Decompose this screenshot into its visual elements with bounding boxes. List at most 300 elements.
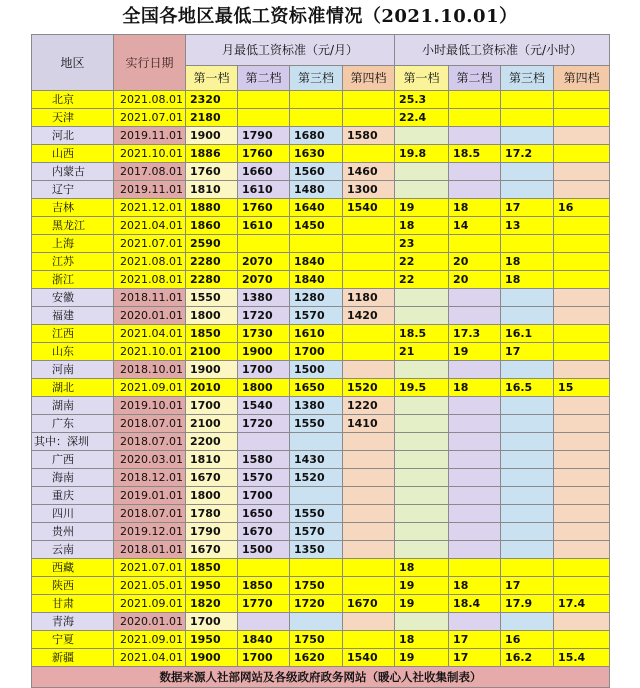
hourly-tier-3-cell: 17: [501, 199, 554, 217]
monthly-tier-3-cell: 1840: [290, 253, 343, 271]
hourly-tier-4-cell: [554, 127, 610, 145]
hourly-tier-4-cell: [554, 289, 610, 307]
hourly-tier-2-cell: 18.5: [449, 145, 501, 163]
region-cell: 广东: [32, 415, 114, 433]
region-cell: 吉林: [32, 199, 114, 217]
hourly-tier-2-cell: [449, 451, 501, 469]
hourly-tier-3-cell: 17.9: [501, 595, 554, 613]
table-row: [32, 145, 610, 163]
hourly-tier-1-cell: [395, 127, 449, 145]
table-row: [32, 469, 610, 487]
monthly-tier-3-cell: [290, 91, 343, 109]
date-cell: 2021.09.01: [114, 595, 186, 613]
hourly-header: 小时最低工资标准（元/小时）: [395, 35, 610, 66]
hourly-tier-3-cell: [501, 451, 554, 469]
monthly-tier-1-cell: 1900: [186, 361, 238, 379]
monthly-tier-3-cell: 1550: [290, 505, 343, 523]
monthly-tier-4-cell: [343, 541, 395, 559]
hourly-tier-2-cell: 18: [449, 577, 501, 595]
hourly-tier-3-cell: 16.2: [501, 649, 554, 667]
table-row: [32, 415, 610, 433]
hourly-tier-2-cell: [449, 523, 501, 541]
monthly-tier-2-cell: 1770: [238, 595, 290, 613]
hourly-tier-4-cell: [554, 181, 610, 199]
hourly-tier-2-cell: 17.3: [449, 325, 501, 343]
table-row: [32, 613, 610, 631]
hourly-tier-1-cell: 19: [395, 199, 449, 217]
hourly-tier-4-cell: [554, 217, 610, 235]
monthly-tier-2-cell: 1730: [238, 325, 290, 343]
table-row: [32, 343, 610, 361]
hourly-tier-1-cell: [395, 469, 449, 487]
table-row: [32, 577, 610, 595]
monthly-tier-4-cell: 1520: [343, 379, 395, 397]
table-row: [32, 649, 610, 667]
region-cell: 山西: [32, 145, 114, 163]
monthly-tier-1-cell: 2010: [186, 379, 238, 397]
monthly-tier-2-cell: 1720: [238, 415, 290, 433]
hourly-tier-1-cell: [395, 415, 449, 433]
monthly-tier-2-cell: 1380: [238, 289, 290, 307]
date-cell: 2021.04.01: [114, 325, 186, 343]
monthly-tier-4-cell: [343, 433, 395, 451]
hourly-tier-1-cell: 25.3: [395, 91, 449, 109]
region-cell: 北京: [32, 91, 114, 109]
date-cell: 2021.09.01: [114, 379, 186, 397]
monthly-tier-1-cell: 1850: [186, 559, 238, 577]
hourly-tier-4-cell: [554, 433, 610, 451]
table-row: [32, 253, 610, 271]
monthly-tier-2-cell: [238, 91, 290, 109]
region-cell: 安徽: [32, 289, 114, 307]
hourly-tier-1-cell: [395, 433, 449, 451]
hourly-tier-2-cell: 18: [449, 199, 501, 217]
hourly-tier-2-cell: [449, 559, 501, 577]
monthly-tier-3-cell: 1450: [290, 217, 343, 235]
hourly-tier-3-cell: [501, 415, 554, 433]
hourly-tier-1-header: 第一档: [395, 66, 449, 91]
monthly-tier-3-cell: 1480: [290, 181, 343, 199]
table-row: [32, 217, 610, 235]
table-row: [32, 325, 610, 343]
monthly-tier-3-cell: 1750: [290, 577, 343, 595]
monthly-tier-3-cell: 1720: [290, 595, 343, 613]
hourly-tier-3-cell: 16.1: [501, 325, 554, 343]
hourly-tier-1-cell: [395, 505, 449, 523]
hourly-tier-2-cell: 18.4: [449, 595, 501, 613]
date-cell: 2019.12.01: [114, 523, 186, 541]
monthly-tier-4-cell: 1540: [343, 199, 395, 217]
hourly-tier-1-cell: [395, 487, 449, 505]
hourly-tier-1-cell: 19: [395, 595, 449, 613]
hourly-tier-2-cell: [449, 163, 501, 181]
hourly-tier-2-cell: 20: [449, 271, 501, 289]
monthly-tier-1-cell: 1900: [186, 127, 238, 145]
monthly-tier-2-cell: 1700: [238, 649, 290, 667]
region-cell: 其中：深圳: [32, 433, 114, 451]
monthly-tier-4-cell: [343, 523, 395, 541]
monthly-tier-3-cell: 1500: [290, 361, 343, 379]
monthly-tier-2-cell: 1720: [238, 307, 290, 325]
region-cell: 云南: [32, 541, 114, 559]
hourly-tier-1-cell: 18: [395, 631, 449, 649]
table-row: [32, 631, 610, 649]
monthly-tier-3-header: 第三档: [290, 66, 343, 91]
hourly-tier-3-cell: 17: [501, 577, 554, 595]
monthly-tier-4-cell: [343, 91, 395, 109]
region-cell: 湖南: [32, 397, 114, 415]
date-cell: 2019.11.01: [114, 181, 186, 199]
monthly-tier-4-header: 第四档: [343, 66, 395, 91]
monthly-tier-3-cell: [290, 559, 343, 577]
hourly-tier-4-cell: [554, 523, 610, 541]
hourly-tier-2-cell: 17: [449, 649, 501, 667]
date-cell: 2021.07.01: [114, 559, 186, 577]
date-cell: 2018.01.01: [114, 541, 186, 559]
date-cell: 2018.07.01: [114, 505, 186, 523]
monthly-header: 月最低工资标准（元/月）: [186, 35, 395, 66]
monthly-tier-1-cell: 1790: [186, 523, 238, 541]
monthly-tier-1-cell: 2320: [186, 91, 238, 109]
monthly-tier-1-cell: 2280: [186, 253, 238, 271]
hourly-tier-2-cell: [449, 307, 501, 325]
hourly-tier-4-cell: 16: [554, 199, 610, 217]
date-cell: 2020.01.01: [114, 307, 186, 325]
region-header: 地区: [32, 35, 114, 91]
monthly-tier-4-cell: [343, 325, 395, 343]
hourly-tier-4-cell: [554, 577, 610, 595]
monthly-tier-1-cell: 1900: [186, 649, 238, 667]
table-row: [32, 379, 610, 397]
monthly-tier-2-header: 第二档: [238, 66, 290, 91]
monthly-tier-1-cell: 1760: [186, 163, 238, 181]
monthly-tier-2-cell: 2070: [238, 271, 290, 289]
hourly-tier-3-cell: [501, 91, 554, 109]
region-cell: 广西: [32, 451, 114, 469]
hourly-tier-4-cell: [554, 109, 610, 127]
monthly-tier-1-cell: 1880: [186, 199, 238, 217]
region-cell: 重庆: [32, 487, 114, 505]
table-row: [32, 361, 610, 379]
hourly-tier-4-cell: [554, 325, 610, 343]
page-title: 全国各地区最低工资标准情况（2021.10.01）: [122, 6, 518, 27]
hourly-tier-4-cell: [554, 91, 610, 109]
date-cell: 2018.12.01: [114, 469, 186, 487]
date-cell: 2019.11.01: [114, 127, 186, 145]
hourly-tier-3-header: 第三档: [501, 66, 554, 91]
hourly-tier-1-cell: 22: [395, 253, 449, 271]
hourly-tier-1-cell: [395, 397, 449, 415]
hourly-tier-2-cell: [449, 235, 501, 253]
region-cell: 宁夏: [32, 631, 114, 649]
hourly-tier-3-cell: [501, 181, 554, 199]
table-row: [32, 487, 610, 505]
monthly-tier-3-cell: [290, 613, 343, 631]
hourly-tier-1-cell: [395, 541, 449, 559]
monthly-tier-1-cell: 2180: [186, 109, 238, 127]
monthly-tier-1-cell: 1810: [186, 451, 238, 469]
hourly-tier-4-cell: [554, 415, 610, 433]
monthly-tier-4-cell: 1220: [343, 397, 395, 415]
monthly-tier-1-cell: 1950: [186, 631, 238, 649]
region-cell: 陕西: [32, 577, 114, 595]
monthly-tier-2-cell: 1800: [238, 379, 290, 397]
hourly-tier-3-cell: [501, 469, 554, 487]
hourly-tier-3-cell: [501, 109, 554, 127]
monthly-tier-4-cell: [343, 577, 395, 595]
date-cell: 2021.10.01: [114, 343, 186, 361]
monthly-tier-2-cell: 1900: [238, 343, 290, 361]
table-row: [32, 541, 610, 559]
monthly-tier-2-cell: 1760: [238, 145, 290, 163]
region-cell: 山东: [32, 343, 114, 361]
monthly-tier-2-cell: [238, 109, 290, 127]
monthly-tier-2-cell: 1850: [238, 577, 290, 595]
hourly-tier-4-cell: [554, 163, 610, 181]
monthly-tier-2-cell: [238, 613, 290, 631]
date-cell: 2020.01.01: [114, 613, 186, 631]
date-cell: 2021.09.01: [114, 631, 186, 649]
monthly-tier-4-cell: [343, 631, 395, 649]
region-cell: 甘肃: [32, 595, 114, 613]
monthly-tier-4-cell: [343, 271, 395, 289]
hourly-tier-1-cell: [395, 451, 449, 469]
monthly-tier-1-cell: 1950: [186, 577, 238, 595]
region-cell: 天津: [32, 109, 114, 127]
monthly-tier-2-cell: 1700: [238, 361, 290, 379]
monthly-tier-4-cell: 1540: [343, 649, 395, 667]
table-row: [32, 127, 610, 145]
monthly-tier-4-cell: 1300: [343, 181, 395, 199]
monthly-tier-3-cell: [290, 433, 343, 451]
date-cell: 2017.08.01: [114, 163, 186, 181]
hourly-tier-3-cell: [501, 505, 554, 523]
hourly-tier-1-cell: 19: [395, 649, 449, 667]
hourly-tier-3-cell: [501, 433, 554, 451]
hourly-tier-1-cell: 21: [395, 343, 449, 361]
hourly-tier-2-cell: [449, 181, 501, 199]
region-cell: 江西: [32, 325, 114, 343]
date-cell: 2021.04.01: [114, 217, 186, 235]
monthly-tier-2-cell: 1760: [238, 199, 290, 217]
monthly-tier-1-cell: 1550: [186, 289, 238, 307]
monthly-tier-4-cell: 1180: [343, 289, 395, 307]
region-cell: 浙江: [32, 271, 114, 289]
monthly-tier-4-cell: [343, 361, 395, 379]
hourly-tier-4-cell: [554, 397, 610, 415]
monthly-tier-2-cell: 1610: [238, 181, 290, 199]
monthly-tier-1-cell: 2100: [186, 343, 238, 361]
monthly-tier-3-cell: [290, 487, 343, 505]
monthly-tier-2-cell: 1790: [238, 127, 290, 145]
hourly-tier-3-cell: [501, 523, 554, 541]
hourly-tier-1-cell: 19: [395, 577, 449, 595]
hourly-tier-2-cell: [449, 433, 501, 451]
region-cell: 上海: [32, 235, 114, 253]
monthly-tier-3-cell: 1750: [290, 631, 343, 649]
hourly-tier-3-cell: 17.2: [501, 145, 554, 163]
region-cell: 四川: [32, 505, 114, 523]
monthly-tier-3-cell: 1610: [290, 325, 343, 343]
hourly-tier-3-cell: [501, 235, 554, 253]
hourly-tier-2-cell: [449, 487, 501, 505]
hourly-tier-4-cell: [554, 145, 610, 163]
hourly-tier-4-cell: [554, 235, 610, 253]
hourly-tier-2-cell: [449, 415, 501, 433]
hourly-tier-3-cell: [501, 361, 554, 379]
monthly-tier-4-cell: 1410: [343, 415, 395, 433]
date-cell: 2021.07.01: [114, 109, 186, 127]
hourly-tier-4-header: 第四档: [554, 66, 610, 91]
monthly-tier-1-cell: 2280: [186, 271, 238, 289]
monthly-tier-4-cell: [343, 343, 395, 361]
hourly-tier-1-cell: 19.5: [395, 379, 449, 397]
table-row: [32, 109, 610, 127]
hourly-tier-3-cell: [501, 487, 554, 505]
date-cell: 2018.10.01: [114, 361, 186, 379]
hourly-tier-2-cell: [449, 613, 501, 631]
table-row: [32, 559, 610, 577]
hourly-tier-4-cell: 17.4: [554, 595, 610, 613]
monthly-tier-4-cell: 1460: [343, 163, 395, 181]
hourly-tier-3-cell: [501, 289, 554, 307]
monthly-tier-2-cell: 1540: [238, 397, 290, 415]
hourly-tier-2-cell: [449, 469, 501, 487]
table-row: [32, 523, 610, 541]
region-cell: 河北: [32, 127, 114, 145]
table-row: [32, 307, 610, 325]
date-cell: 2021.08.01: [114, 253, 186, 271]
region-cell: 内蒙古: [32, 163, 114, 181]
monthly-tier-3-cell: 1430: [290, 451, 343, 469]
monthly-tier-4-cell: [343, 487, 395, 505]
hourly-tier-2-header: 第二档: [449, 66, 501, 91]
hourly-tier-4-cell: [554, 361, 610, 379]
monthly-tier-3-cell: 1840: [290, 271, 343, 289]
hourly-tier-3-cell: [501, 127, 554, 145]
hourly-tier-2-cell: [449, 91, 501, 109]
region-cell: 江苏: [32, 253, 114, 271]
monthly-tier-2-cell: 1650: [238, 505, 290, 523]
monthly-tier-2-cell: 2070: [238, 253, 290, 271]
date-cell: 2021.12.01: [114, 199, 186, 217]
hourly-tier-3-cell: [501, 541, 554, 559]
hourly-tier-3-cell: [501, 559, 554, 577]
monthly-tier-1-cell: 2590: [186, 235, 238, 253]
monthly-tier-1-cell: 1850: [186, 325, 238, 343]
date-header: 实行日期: [114, 35, 186, 91]
monthly-tier-4-cell: [343, 145, 395, 163]
hourly-tier-1-cell: [395, 307, 449, 325]
monthly-tier-3-cell: 1680: [290, 127, 343, 145]
hourly-tier-4-cell: [554, 505, 610, 523]
date-cell: 2021.04.01: [114, 649, 186, 667]
hourly-tier-1-cell: [395, 163, 449, 181]
region-cell: 青海: [32, 613, 114, 631]
monthly-tier-4-cell: [343, 469, 395, 487]
monthly-tier-1-cell: 2200: [186, 433, 238, 451]
hourly-tier-1-cell: 18: [395, 559, 449, 577]
date-cell: 2021.08.01: [114, 271, 186, 289]
min-wage-table: [31, 34, 610, 688]
hourly-tier-4-cell: [554, 307, 610, 325]
monthly-tier-2-cell: 1610: [238, 217, 290, 235]
hourly-tier-1-cell: [395, 181, 449, 199]
hourly-tier-2-cell: [449, 109, 501, 127]
monthly-tier-3-cell: 1280: [290, 289, 343, 307]
monthly-tier-1-cell: 1860: [186, 217, 238, 235]
table-row: [32, 181, 610, 199]
region-cell: 福建: [32, 307, 114, 325]
table-row: [32, 505, 610, 523]
monthly-tier-3-cell: [290, 235, 343, 253]
hourly-tier-3-cell: 18: [501, 271, 554, 289]
hourly-tier-4-cell: [554, 451, 610, 469]
region-cell: 黑龙江: [32, 217, 114, 235]
monthly-tier-3-cell: 1640: [290, 199, 343, 217]
hourly-tier-2-cell: [449, 541, 501, 559]
monthly-tier-3-cell: 1630: [290, 145, 343, 163]
table-row: [32, 199, 610, 217]
table-row: [32, 595, 610, 613]
table-row: [32, 451, 610, 469]
region-cell: 河南: [32, 361, 114, 379]
monthly-tier-1-cell: 1670: [186, 469, 238, 487]
monthly-tier-2-cell: [238, 559, 290, 577]
date-cell: 2018.07.01: [114, 433, 186, 451]
monthly-tier-1-cell: 1670: [186, 541, 238, 559]
monthly-tier-4-cell: [343, 559, 395, 577]
monthly-tier-2-cell: 1660: [238, 163, 290, 181]
monthly-tier-3-cell: 1350: [290, 541, 343, 559]
hourly-tier-1-cell: [395, 289, 449, 307]
table-row: [32, 163, 610, 181]
monthly-tier-1-header: 第一档: [186, 66, 238, 91]
region-cell: 湖北: [32, 379, 114, 397]
table-row: [32, 235, 610, 253]
date-cell: 2021.07.01: [114, 235, 186, 253]
hourly-tier-2-cell: [449, 361, 501, 379]
hourly-tier-4-cell: [554, 271, 610, 289]
monthly-tier-2-cell: 1580: [238, 451, 290, 469]
hourly-tier-4-cell: [554, 469, 610, 487]
hourly-tier-4-cell: [554, 631, 610, 649]
table-row: [32, 271, 610, 289]
date-cell: 2021.10.01: [114, 145, 186, 163]
monthly-tier-4-cell: 1420: [343, 307, 395, 325]
hourly-tier-2-cell: 14: [449, 217, 501, 235]
date-cell: 2019.10.01: [114, 397, 186, 415]
monthly-tier-3-cell: 1570: [290, 523, 343, 541]
monthly-tier-4-cell: [343, 217, 395, 235]
region-cell: 贵州: [32, 523, 114, 541]
monthly-tier-2-cell: 1570: [238, 469, 290, 487]
monthly-tier-2-cell: [238, 433, 290, 451]
monthly-tier-3-cell: 1620: [290, 649, 343, 667]
date-cell: 2018.11.01: [114, 289, 186, 307]
hourly-tier-4-cell: [554, 541, 610, 559]
monthly-tier-1-cell: 1800: [186, 487, 238, 505]
hourly-tier-4-cell: [554, 487, 610, 505]
monthly-tier-1-cell: 1886: [186, 145, 238, 163]
region-cell: 海南: [32, 469, 114, 487]
hourly-tier-3-cell: [501, 613, 554, 631]
hourly-tier-1-cell: 18.5: [395, 325, 449, 343]
monthly-tier-4-cell: 1670: [343, 595, 395, 613]
hourly-tier-3-cell: [501, 163, 554, 181]
monthly-tier-2-cell: 1670: [238, 523, 290, 541]
hourly-tier-2-cell: [449, 397, 501, 415]
